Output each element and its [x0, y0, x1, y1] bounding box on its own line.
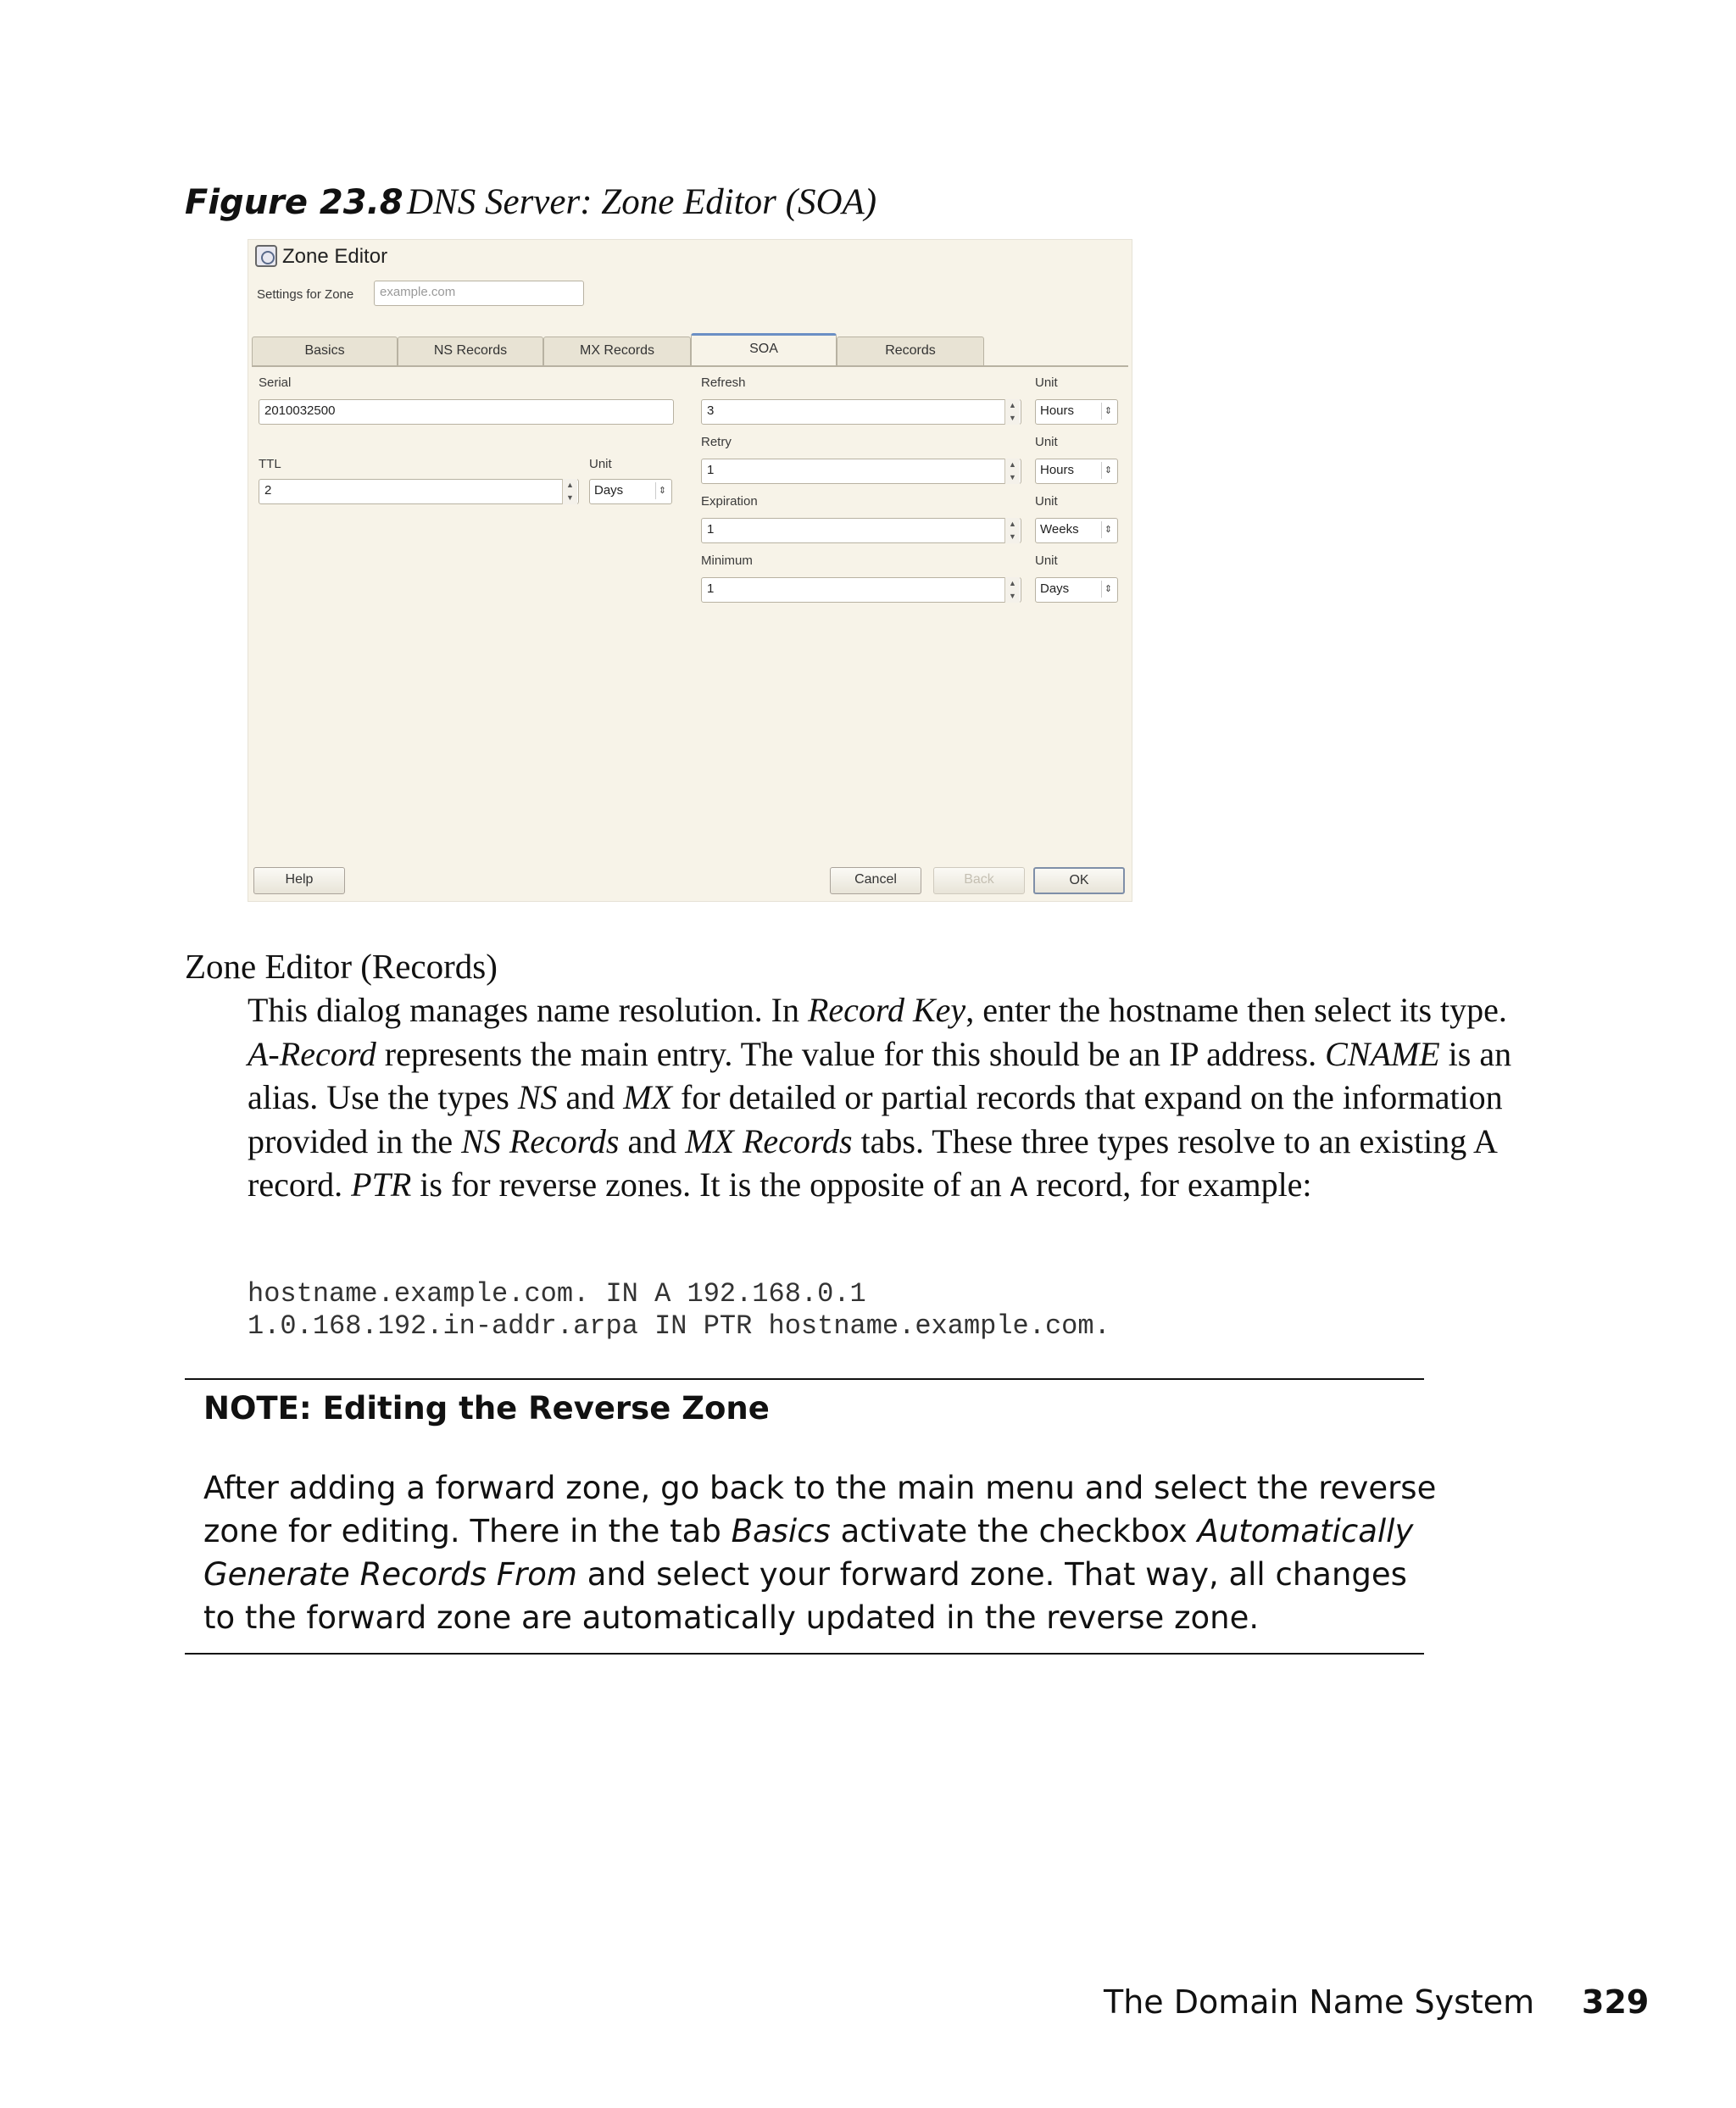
ttl-unit-label: Unit	[589, 457, 612, 471]
para-text: is for reverse zones. It is the opposite of an	[411, 1165, 1010, 1204]
para-italic: A-Record	[248, 1034, 376, 1073]
cancel-button[interactable]: Cancel	[830, 867, 921, 894]
retry-label: Retry	[701, 435, 732, 449]
expiration-label: Expiration	[701, 494, 758, 509]
zone-editor-icon	[255, 245, 277, 267]
figure-label: Figure 23.8	[185, 183, 403, 222]
minimum-spinner[interactable]	[1004, 577, 1020, 603]
minimum-unit-select[interactable]	[1035, 577, 1118, 603]
note-body	[203, 1466, 1441, 1639]
refresh-label: Refresh	[701, 375, 746, 390]
retry-unit-value: Hours	[1040, 463, 1075, 477]
tab-ns-records[interactable]: NS Records	[398, 337, 543, 365]
ttl-unit-select[interactable]	[589, 479, 672, 504]
para-italic: Record Key	[807, 991, 966, 1029]
refresh-value: 3	[707, 403, 715, 418]
minimum-unit-label: Unit	[1035, 553, 1058, 568]
para-text: is an alias. Use the types	[248, 1034, 1512, 1116]
serial-input[interactable]: 2010032500	[259, 399, 674, 425]
tab-divider	[252, 365, 1128, 367]
ttl-value: 2	[264, 483, 272, 498]
refresh-unit-select[interactable]	[1035, 399, 1118, 425]
minimum-label: Minimum	[701, 553, 753, 568]
figure-title: DNS Server: Zone Editor (SOA)	[407, 182, 877, 222]
tab-soa[interactable]: SOA	[691, 333, 837, 367]
note-italic: Basics	[731, 1513, 831, 1549]
serial-label: Serial	[259, 375, 292, 390]
code-line: hostname.example.com. IN A 192.168.0.1	[248, 1278, 866, 1310]
para-text: , enter the hostname then select its type.	[965, 991, 1507, 1029]
back-button[interactable]: Back	[933, 867, 1025, 894]
para-italic: MX Records	[685, 1121, 853, 1160]
para-text: for detailed or partial records that expand on the information provided in the	[248, 1078, 1503, 1160]
note-bottom-rule	[185, 1653, 1424, 1655]
code-line: 1.0.168.192.in-addr.arpa IN PTR hostname.example.com.	[248, 1310, 1110, 1342]
zone-name-field[interactable]	[374, 281, 584, 306]
retry-unit-select[interactable]	[1035, 459, 1118, 484]
retry-value: 1	[707, 463, 715, 477]
retry-spinner[interactable]	[1004, 459, 1020, 484]
chevron-updown-icon: ⇕	[1101, 521, 1115, 538]
refresh-spinner[interactable]	[1004, 399, 1020, 425]
page-number: 329	[1582, 1983, 1650, 2021]
para-italic: CNAME	[1325, 1034, 1440, 1073]
note-text: activate the checkbox	[830, 1513, 1198, 1549]
note-italic: Automatically Generate Records From	[203, 1513, 1414, 1593]
retry-input[interactable]	[701, 459, 1021, 484]
para-text: represents the main entry. The value for this should be an IP address.	[376, 1034, 1326, 1073]
note-title: NOTE: Editing the Reverse Zone	[203, 1390, 770, 1427]
ok-button[interactable]: OK	[1033, 867, 1125, 894]
note-text: After adding a forward zone, go back to the main menu and select the reverse zone for editing. There in the tab	[203, 1470, 1437, 1549]
minimum-value: 1	[707, 581, 715, 596]
expiration-unit-value: Weeks	[1040, 522, 1079, 537]
expiration-input[interactable]	[701, 518, 1021, 543]
zone-name-placeholder: example.com	[380, 285, 456, 299]
ttl-label: TTL	[259, 457, 281, 471]
refresh-input[interactable]	[701, 399, 1021, 425]
dialog-title: Zone Editor	[282, 245, 388, 268]
tab-mx-records[interactable]: MX Records	[543, 337, 691, 365]
settings-for-zone-label: Settings for Zone	[257, 287, 354, 302]
help-button[interactable]: Help	[253, 867, 345, 894]
para-text: tabs. These three types resolve to an existing A record.	[248, 1121, 1496, 1204]
chevron-updown-icon: ⇕	[1101, 462, 1115, 479]
ttl-unit-value: Days	[594, 483, 624, 498]
para-text: This dialog manages name resolution. In	[248, 991, 808, 1029]
expiration-value: 1	[707, 522, 715, 537]
ttl-input[interactable]	[259, 479, 579, 504]
para-italic: NS Records	[461, 1121, 620, 1160]
refresh-unit-value: Hours	[1040, 403, 1075, 418]
zone-editor-screenshot	[248, 239, 1132, 902]
para-text: record, for example:	[1027, 1165, 1312, 1204]
para-code: A	[1010, 1173, 1028, 1205]
minimum-unit-value: Days	[1040, 581, 1070, 596]
chevron-updown-icon: ⇕	[1101, 403, 1115, 420]
tab-records[interactable]: Records	[837, 337, 984, 365]
note-text: and select your forward zone. That way, all changes to the forward zone are automatically updated in the reverse zone.	[203, 1556, 1407, 1636]
chevron-updown-icon: ⇕	[1101, 581, 1115, 598]
minimum-input[interactable]	[701, 577, 1021, 603]
para-text: and	[557, 1078, 624, 1116]
refresh-unit-label: Unit	[1035, 375, 1058, 390]
records-paragraph	[248, 988, 1519, 1212]
para-text: and	[619, 1121, 686, 1160]
para-italic: MX	[623, 1078, 673, 1116]
chevron-updown-icon: ⇕	[655, 482, 669, 499]
expiration-spinner[interactable]	[1004, 518, 1020, 543]
ttl-spinner[interactable]	[562, 479, 577, 504]
note-top-rule	[185, 1378, 1424, 1380]
expiration-unit-label: Unit	[1035, 494, 1058, 509]
para-italic: NS	[517, 1078, 558, 1116]
retry-unit-label: Unit	[1035, 435, 1058, 449]
footer-chapter: The Domain Name System	[1104, 1983, 1535, 2021]
section-heading: Zone Editor (Records)	[185, 947, 498, 986]
tab-basics[interactable]: Basics	[252, 337, 398, 365]
expiration-unit-select[interactable]	[1035, 518, 1118, 543]
para-italic: PTR	[351, 1165, 412, 1204]
